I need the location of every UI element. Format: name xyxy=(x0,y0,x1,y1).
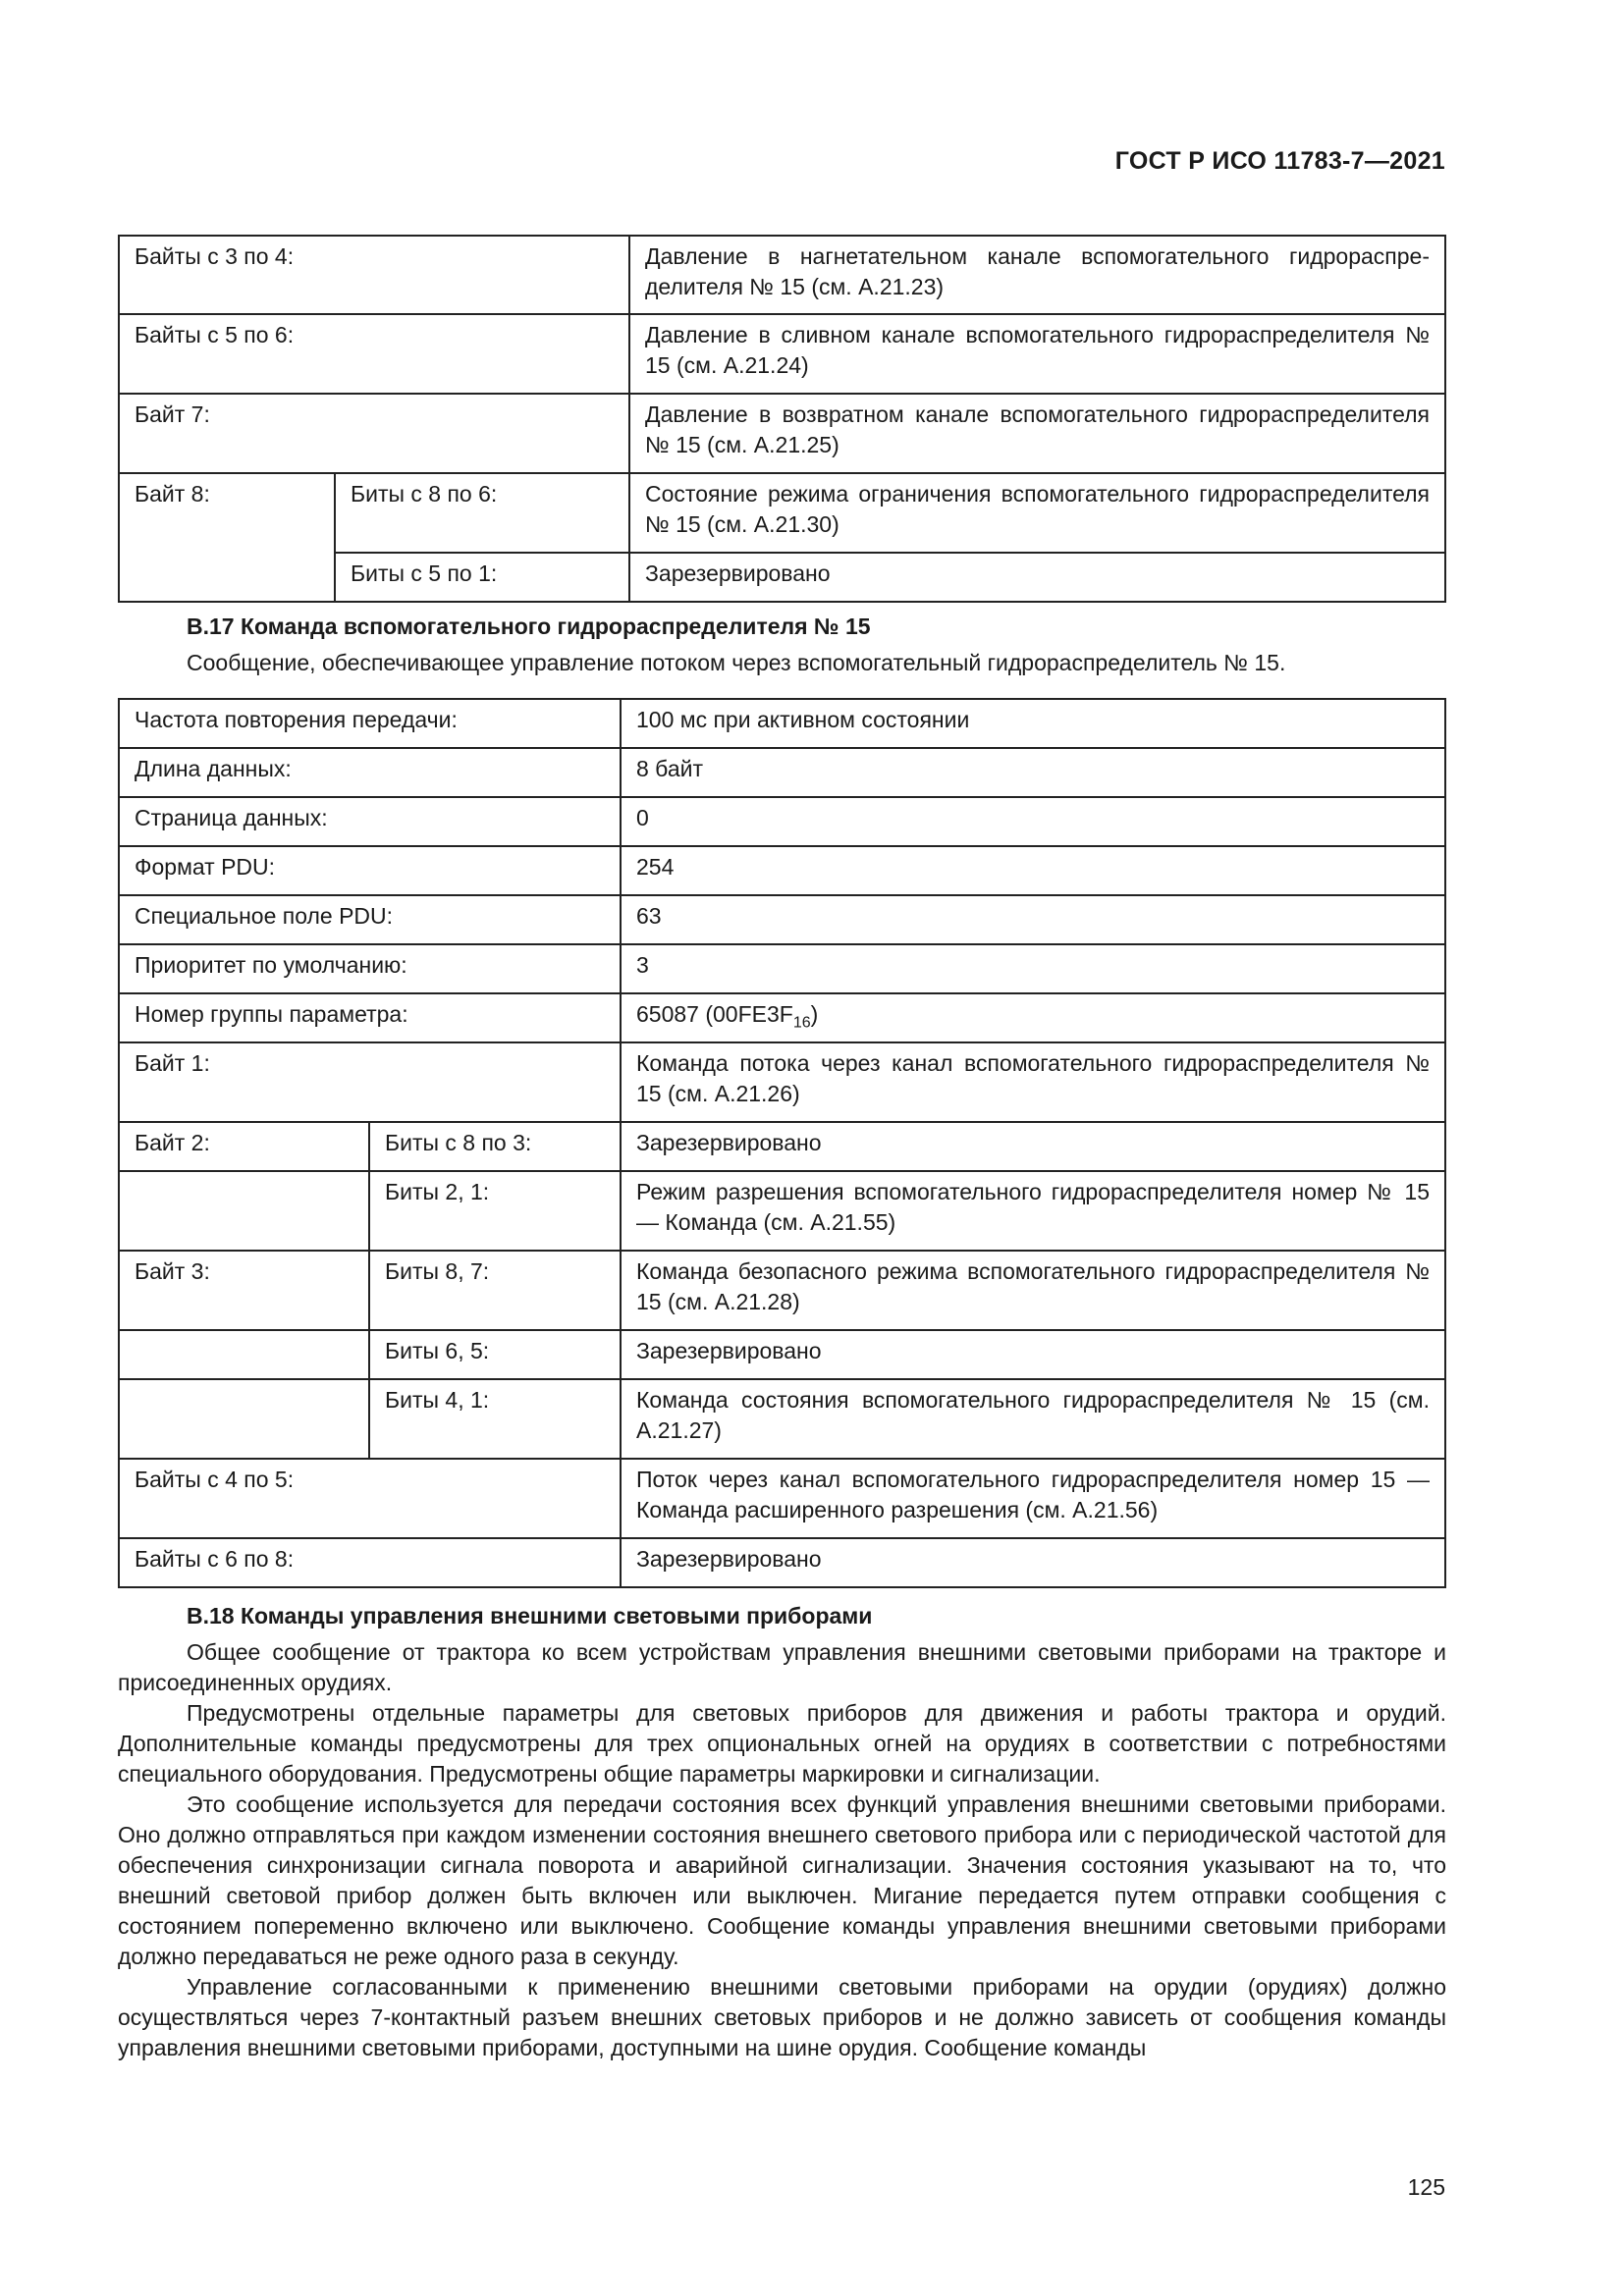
table-cell-value xyxy=(621,993,1445,1042)
table-cell-value: 8 байт xyxy=(621,748,1445,797)
table-cell-description: Давление в нагнетательном канале вспомогательного гидрораспределителя № 15 (см. А.21.23) xyxy=(629,236,1445,314)
parameter-table xyxy=(118,698,1446,1588)
table-cell-label: Байт 3: xyxy=(119,1251,369,1330)
table-cell-value: 100 мс при активном состоянии xyxy=(621,699,1445,748)
table-cell-label: Байт 1: xyxy=(119,1042,621,1122)
table-cell-value: Зарезервировано xyxy=(621,1330,1445,1379)
paragraph: Это сообщение используется для передачи состояния всех функций управления внешними световыми приборами. Оно должно отправляться при каждом изменении состояния внешнего светового прибора или с периодической частотой для обеспечения синхронизации сигнала поворота и аварийной сигнализации. Значения состояния указывают на то, что внешний световой прибор должен быть включен или выключен. Мигание передается путем отправки сообщения с состоянием попеременно включено или выключено. Сообщение команды управления внешними световыми приборами должно передаваться не реже одного раза в секунду. xyxy=(118,1791,1446,1969)
table-cell-label: Страница данных: xyxy=(119,797,621,846)
table-cell-bits: Биты 2, 1: xyxy=(369,1171,621,1251)
table-cell-value: Команда состояния вспомогательного гидрораспределителя № 15 (см. А.21.27) xyxy=(621,1379,1445,1459)
table-cell-label: Байт 8: xyxy=(119,473,335,602)
table-row xyxy=(119,1171,1445,1251)
table-row xyxy=(119,1122,1445,1171)
table-row xyxy=(119,846,1445,895)
section-title-b17: В.17 Команда вспомогательного гидрораспределителя № 15 xyxy=(187,614,871,639)
table-cell-value: 3 xyxy=(621,944,1445,993)
table-cell-label: Байты с 4 по 5: xyxy=(119,1459,621,1538)
table-cell-label: Номер группы параметра: xyxy=(119,993,621,1042)
table-cell-label: Байт 2: xyxy=(119,1122,369,1171)
table-cell-bits: Биты с 8 по 6: xyxy=(335,473,629,553)
table-cell-value: Режим разрешения вспомогательного гидрораспределителя номер № 15 — Команда (см. А.21.55) xyxy=(621,1171,1445,1251)
table-cell-label: Байты с 6 по 8: xyxy=(119,1538,621,1587)
table-row xyxy=(119,314,1445,394)
table-cell-label: Формат PDU: xyxy=(119,846,621,895)
table-cell-value: Зарезервировано xyxy=(621,1122,1445,1171)
table-cell-label: Специальное поле PDU: xyxy=(119,895,621,944)
pgn-value: 65087 (00FE3F xyxy=(636,1001,793,1027)
table-cell-value: Команда безопасного режима вспомогательного гидрораспределителя № 15 (см. А.21.28) xyxy=(621,1251,1445,1330)
table-cell-description: Зарезервировано xyxy=(629,553,1445,602)
paragraph: Сообщение, обеспечивающее управление потоком через вспомогательный гидрораспределитель № 15. xyxy=(187,650,1286,675)
table-cell-label xyxy=(119,1379,369,1459)
continued-parameter-table xyxy=(118,235,1446,603)
table-cell-value: 0 xyxy=(621,797,1445,846)
table-row xyxy=(119,473,1445,553)
table-cell-value: 63 xyxy=(621,895,1445,944)
table-row xyxy=(119,1459,1445,1538)
table-row xyxy=(119,1042,1445,1122)
table-cell-value: 254 xyxy=(621,846,1445,895)
table-row xyxy=(119,236,1445,314)
paragraph: Управление согласованными к применению внешними световыми приборами на орудии (орудиях) должно осуществляться через 7-контактный разъем внешних световых приборов и не должно зависеть от сообщения команды управления внешними световыми приборами, доступными на шине орудия. Сообщение команды xyxy=(118,1974,1446,2060)
table-row xyxy=(119,1538,1445,1587)
table-cell-label: Длина данных: xyxy=(119,748,621,797)
table-row xyxy=(119,797,1445,846)
pgn-hex-subscript: 16 xyxy=(792,1014,811,1032)
table-row xyxy=(119,1251,1445,1330)
table-cell-value: Поток через канал вспомогательного гидрораспределителя номер 15 — Команда расширенного разрешения (см. А.21.56) xyxy=(621,1459,1445,1538)
table-row xyxy=(119,944,1445,993)
section-b18-body xyxy=(118,1637,1446,2063)
table-cell-value: Команда потока через канал вспомогательного гидрораспределителя № 15 (см. А.21.26) xyxy=(621,1042,1445,1122)
table-cell-description: Состояние режима ограничения вспомогательного гидрораспределителя № 15 (см. А.21.30) xyxy=(629,473,1445,553)
table-row xyxy=(119,699,1445,748)
table-cell-label xyxy=(119,1171,369,1251)
table-cell-bits: Биты с 8 по 3: xyxy=(369,1122,621,1171)
table-cell-label: Приоритет по умолчанию: xyxy=(119,944,621,993)
page-number: 125 xyxy=(1407,2174,1445,2200)
table-row xyxy=(119,748,1445,797)
table-cell-bits: Биты 4, 1: xyxy=(369,1379,621,1459)
table-cell-bits: Биты 8, 7: xyxy=(369,1251,621,1330)
section-b17-intro xyxy=(118,648,1446,678)
table-row xyxy=(119,394,1445,473)
table-cell-label: Частота повторения передачи: xyxy=(119,699,621,748)
pgn-value-end: ) xyxy=(810,1001,819,1027)
table-cell-label: Байты с 3 по 4: xyxy=(119,236,629,314)
table-cell-value: Зарезервировано xyxy=(621,1538,1445,1587)
table-cell-label: Байты с 5 по 6: xyxy=(119,314,629,394)
paragraph: Общее сообщение от трактора ко всем устройствам управления внешними световыми приборами на тракторе и присоединенных орудиях. xyxy=(118,1639,1446,1695)
table-cell-label: Байт 7: xyxy=(119,394,629,473)
table-cell-bits: Биты с 5 по 1: xyxy=(335,553,629,602)
table-cell-description: Давление в сливном канале вспомогательного гидрораспределителя № 15 (см. А.21.24) xyxy=(629,314,1445,394)
table-row xyxy=(119,895,1445,944)
paragraph: Предусмотрены отдельные параметры для световых приборов для движения и работы трактора и орудий. Дополнительные команды предусмотрены для трех опциональных огней на орудиях в соответствии с потребностями специального оборудования. Предусмотрены общие параметры маркировки и сигнализации. xyxy=(118,1700,1446,1787)
table-cell-bits: Биты 6, 5: xyxy=(369,1330,621,1379)
table-cell-description: Давление в возвратном канале вспомогательного гидрораспределителя № 15 (см. А.21.25) xyxy=(629,394,1445,473)
table-row xyxy=(119,1379,1445,1459)
table-row xyxy=(119,1330,1445,1379)
section-title-b18: В.18 Команды управления внешними световыми приборами xyxy=(187,1603,873,1629)
table-cell-label xyxy=(119,1330,369,1379)
table-row xyxy=(119,993,1445,1042)
document-id: ГОСТ Р ИСО 11783-7—2021 xyxy=(1114,147,1445,175)
